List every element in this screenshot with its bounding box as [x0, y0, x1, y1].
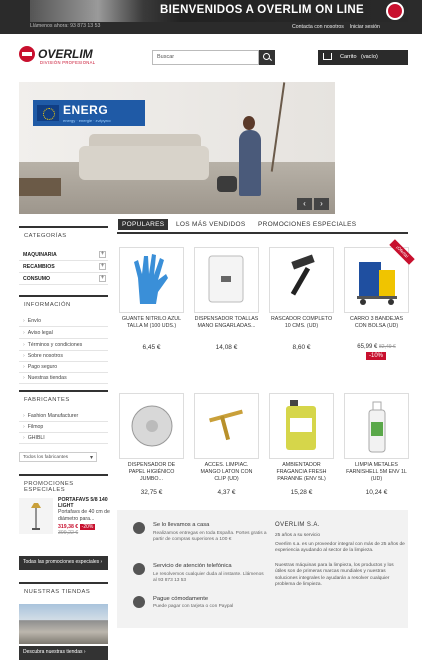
- categories-heading: CATEGORÍAS: [19, 226, 108, 244]
- truck-icon: [133, 522, 145, 534]
- stores-heading: NUESTRAS TIENDAS: [19, 582, 108, 600]
- search-icon[interactable]: [259, 50, 275, 65]
- promo-price: 319,38 €: [58, 523, 79, 530]
- expand-icon[interactable]: +: [100, 263, 105, 269]
- product-old-price: 82,49 €: [379, 344, 396, 350]
- login-link[interactable]: Iniciar sesión: [349, 24, 380, 30]
- product-image[interactable]: [344, 247, 409, 313]
- cart-status: (vacío): [361, 53, 378, 60]
- product-price: 14,08 €: [215, 344, 238, 351]
- product-tabs: [117, 218, 408, 234]
- welcome-title: BIENVENIDOS A OVERLIM ON LINE: [160, 4, 365, 16]
- maker-link[interactable]: [19, 411, 108, 422]
- product-price: 4,37 €: [217, 489, 236, 496]
- cart-icon: [323, 53, 332, 60]
- side-table: [19, 178, 61, 196]
- product-image[interactable]: [344, 393, 409, 459]
- store-photo[interactable]: [19, 604, 108, 644]
- promo-old-price: 399,22 €: [58, 530, 79, 537]
- service-text: Puede pagar con tarjeta o con Paypal: [153, 604, 234, 609]
- sidebar-link-aviso[interactable]: [19, 328, 108, 339]
- slider-prev-button[interactable]: ‹: [297, 198, 312, 210]
- makers-heading: FABRICANTES: [19, 390, 108, 408]
- product-image[interactable]: [119, 393, 184, 459]
- about-text: Overlim s.a. es un proveedor integral con más de 25 años de experiencia ayudando al sector de la limpieza.: [275, 542, 405, 554]
- product-name[interactable]: LIMPIA METALES FARNISHELL 5M ENV 1L (UD): [346, 462, 407, 482]
- maker-link[interactable]: [19, 422, 108, 433]
- chevron-right-icon: ›: [23, 375, 25, 381]
- product-name[interactable]: DISPENSADOR DE PAPEL HIGIÉNICO JUMBO...: [127, 462, 176, 482]
- bottle-icon: [345, 394, 408, 458]
- credit-card-icon: [133, 596, 145, 608]
- cart-label: Carrito: [340, 53, 357, 60]
- service-title: Se lo llevamos a casa: [153, 522, 210, 528]
- all-promos-button[interactable]: Todas las promociones especiales ›: [19, 556, 108, 570]
- service-text: Le resolvemos cualquier duda al instante. Llámenos al 93 873 13 53: [153, 572, 264, 584]
- sidebar-link-envio[interactable]: [19, 316, 108, 327]
- search-input[interactable]: Buscar: [152, 50, 259, 65]
- chevron-right-icon: ›: [23, 435, 25, 441]
- chevron-right-icon: ›: [23, 353, 25, 359]
- link-label: Envío: [27, 318, 41, 324]
- logo-icon: [19, 46, 35, 62]
- contact-link[interactable]: Contacta con nosotros: [292, 24, 344, 30]
- button-label: Descubra nuestras tiendas: [23, 649, 83, 655]
- product-image[interactable]: [269, 393, 334, 459]
- link-label: Filmop: [27, 424, 44, 430]
- energy-label-badge: [33, 100, 145, 126]
- product-price: 65,99 €: [357, 344, 378, 350]
- chevron-right-icon: ›: [23, 330, 25, 336]
- category-label: CONSUMO: [23, 276, 51, 282]
- discover-stores-button[interactable]: Descubra nuestras tiendas ›: [19, 646, 108, 660]
- energy-label-text: ENERG: [63, 103, 109, 117]
- product-name[interactable]: AMBIENTADOR FRAGANCIA FRESH PARANNE (ENV 5L): [276, 462, 327, 482]
- product-image[interactable]: [194, 247, 259, 313]
- product-price: 6,45 €: [142, 344, 161, 351]
- chevron-right-icon: ›: [23, 364, 25, 370]
- product-image[interactable]: [194, 393, 259, 459]
- sidebar-item-maquinaria[interactable]: [19, 250, 108, 261]
- tab-promociones[interactable]: PROMOCIONES ESPECIALES: [258, 221, 357, 228]
- person-cleaning: [239, 130, 261, 196]
- sidebar-item-consumo[interactable]: [19, 274, 108, 285]
- squeegee-icon: [195, 394, 258, 458]
- category-label: RECAMBIOS: [23, 264, 55, 270]
- link-label: Pago seguro: [27, 364, 58, 370]
- slider-next-button[interactable]: ›: [314, 198, 329, 210]
- vacuum-cleaner: [217, 176, 237, 192]
- site-logo[interactable]: [19, 46, 119, 68]
- phone-text: Llámenos ahora: 93 873 13 53: [30, 23, 101, 29]
- expand-icon[interactable]: +: [100, 275, 105, 281]
- product-image[interactable]: [119, 247, 184, 313]
- scraper-icon: [270, 248, 333, 312]
- makers-select[interactable]: Todos los fabricantes ▾: [19, 452, 97, 462]
- product-name[interactable]: ACCES. LIMPIAC. MANGO LATON CON CLIP (UD): [200, 462, 253, 482]
- product-name[interactable]: CARRO 3 BANDEJAS CON BOLSA (UD): [350, 316, 403, 329]
- product-price-row: [344, 344, 409, 350]
- product-price: 10,24 €: [365, 489, 388, 496]
- about-title: OVERLIM S.A.: [275, 522, 320, 528]
- info-heading: INFORMACIÓN: [19, 295, 108, 313]
- link-label: Nuestras tiendas: [27, 375, 67, 381]
- link-label: Fashion Manufacturer: [27, 413, 79, 419]
- banner-logo-icon: [386, 2, 404, 20]
- chevron-right-icon: ›: [23, 424, 25, 430]
- link-label: Sobre nosotros: [27, 353, 63, 359]
- product-price: 32,75 €: [140, 489, 163, 496]
- sidebar-item-recambios[interactable]: [19, 262, 108, 273]
- lamp-product-icon: [29, 502, 43, 532]
- person-head: [243, 116, 255, 130]
- sidebar-link-pago[interactable]: [19, 362, 108, 373]
- sidebar-link-sobre[interactable]: [19, 351, 108, 362]
- category-label: MAQUINARIA: [23, 252, 57, 258]
- header-links: [292, 24, 380, 30]
- sidebar-link-terminos[interactable]: [19, 340, 108, 351]
- about-text: 25 años a su servicio: [275, 533, 321, 538]
- chevron-right-icon: ›: [23, 318, 25, 324]
- cleaning-cart-icon: [345, 248, 408, 312]
- service-text: Realizamos entregas en toda España. Portes gratis a partir de compras superiores a 100 €: [153, 531, 267, 543]
- link-label: Términos y condiciones: [27, 342, 83, 348]
- product-name[interactable]: GUANTE NITRILO AZUL TALLA M (100 UDS.): [121, 316, 182, 329]
- service-title: Servicio de atención telefónica: [153, 563, 232, 569]
- tab-populares[interactable]: POPULARES: [118, 219, 168, 230]
- hero-slider[interactable]: [19, 82, 335, 214]
- product-image[interactable]: [269, 247, 334, 313]
- promo-info: [58, 497, 110, 536]
- chevron-right-icon: ›: [23, 413, 25, 419]
- slider-arrows: [297, 198, 331, 210]
- product-name[interactable]: DISPENSADOR TOALLAS MANO ENGARLADAS...: [194, 316, 259, 329]
- promos-heading: PROMOCIONES ESPECIALES: [19, 474, 108, 498]
- jerrycan-icon: [270, 394, 333, 458]
- brand-subtitle: DIVISIÓN PROFESIONAL: [40, 60, 96, 65]
- cart-button[interactable]: [318, 50, 408, 65]
- towel-dispenser-icon: [195, 248, 258, 312]
- service-title: Pague cómodamente: [153, 596, 209, 602]
- link-label: GHIBLI: [27, 435, 45, 441]
- promo-name[interactable]: PORTAFAVS 5/8 140 LIGHT: [58, 497, 108, 510]
- about-text: Nuestras máquinas para la limpieza, los productos y los útiles son de primeras marcas mundiales y nuestras soluciones integrales le ayudarán a resolver cualquier problema de limpieza.: [275, 563, 394, 588]
- phone-icon: [133, 563, 145, 575]
- product-name[interactable]: RASCADOR COMPLETO 10 CMS. (UD): [270, 316, 333, 329]
- eu-flag-icon: [37, 105, 59, 121]
- button-label: Todas las promociones especiales: [23, 559, 100, 565]
- product-price: 15,28 €: [290, 489, 313, 496]
- sidebar-link-tiendas[interactable]: [19, 373, 108, 384]
- discount-badge: -10%: [366, 352, 386, 360]
- promo-desc: Portafavs de 40 cm de diámetro para...: [58, 509, 110, 522]
- energy-label-subtitle: energy · energie · ενέργεια: [63, 118, 111, 123]
- expand-icon[interactable]: +: [100, 251, 105, 257]
- product-price: 8,60 €: [292, 344, 311, 351]
- chevron-right-icon: ›: [23, 342, 25, 348]
- brand-name: OVERLIM: [38, 47, 93, 61]
- glove-icon: [120, 248, 183, 312]
- offer-ribbon: ¡Oferta!: [389, 239, 414, 264]
- tab-mas-vendidos[interactable]: LOS MÁS VENDIDOS: [176, 221, 246, 228]
- maker-link[interactable]: [19, 433, 108, 444]
- sofa: [79, 146, 209, 180]
- paper-dispenser-icon: [120, 394, 183, 458]
- link-label: Aviso legal: [27, 330, 53, 336]
- promo-discount-badge: -20%: [81, 523, 94, 530]
- top-banner: [0, 0, 422, 34]
